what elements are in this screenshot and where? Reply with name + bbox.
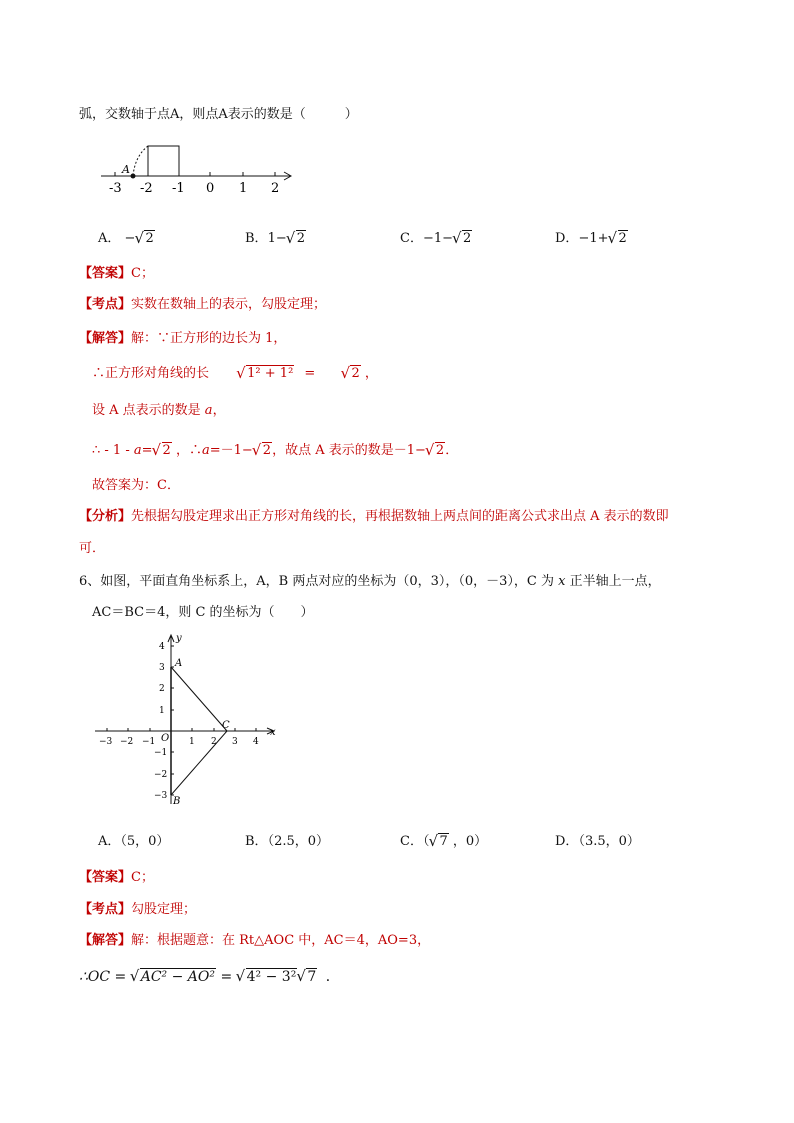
x-tick-label: −1 [142, 737, 156, 747]
q5-stem: 弧，交数轴于点A，则点A表示的数是（ ） [79, 107, 358, 122]
square-shape [148, 146, 179, 176]
y-tick-label: −2 [154, 770, 168, 780]
y-tick-label: 3 [159, 663, 165, 673]
q5-step3: ∴ - 1 - a=√ 2 ，∴a=－1−√ 2，故点 A 表示的数是－1−√ 2． [92, 439, 458, 458]
q6-option-c: C．（√ 7 ，0） [400, 830, 487, 849]
q5-step2: 设 A 点表示的数是 a， [92, 403, 226, 418]
x-tick-label: 2 [211, 737, 217, 747]
q6-option-b: B．（2.5，0） [245, 834, 330, 849]
x-tick-label: 3 [232, 737, 238, 747]
q5-option-a: A． −√ 2 [98, 227, 155, 246]
point-a-dot [131, 174, 136, 179]
tick-label: 1 [239, 181, 248, 196]
x-tick-label: 4 [253, 737, 259, 747]
q5-conclusion: 故答案为：C． [92, 478, 180, 493]
q6-option-d: D．（3.5，0） [555, 834, 640, 849]
x-tick-label: −3 [99, 737, 113, 747]
q6-solution: 【解答】解：根据题意：在 Rt△AOC 中，AC＝4，AO=3， [79, 933, 431, 948]
point-c-label: C [222, 720, 230, 731]
q5-analysis: 【分析】先根据勾股定理求出正方形对角线的长，再根据数轴上两点间的距离公式求出点 A 表示的数即 [79, 509, 669, 524]
segment-bc [171, 731, 227, 795]
x-tick-label: 1 [189, 737, 195, 747]
q5-option-b: B．1−√ 2 [245, 227, 306, 246]
coordinate-figure [90, 632, 290, 812]
point-a-label: A [175, 658, 183, 669]
q6-option-a: A．（5，0） [98, 834, 170, 849]
tick-label: 0 [206, 181, 215, 196]
q6-stem-line1: 6、如图，平面直角坐标系上，A，B 两点对应的坐标为（0，3），（0，－3），C 为 x 正半轴上一点， [79, 574, 661, 589]
y-tick-label: 4 [159, 642, 165, 652]
tick-label: 2 [271, 181, 280, 196]
q6-formula: ∴OC = √ AC² − AO² = √ 4² − 3²√ 7 ． [79, 966, 340, 986]
origin-label: O [161, 733, 170, 744]
q5-knowledge-point: 【考点】实数在数轴上的表示，勾股定理； [79, 297, 327, 312]
q5-answer: 【答案】C； [79, 266, 154, 281]
q6-stem-line2: AC＝BC＝4，则 C 的坐标为（ ） [92, 605, 314, 620]
tick-label: -2 [140, 181, 153, 196]
q5-analysis-cont: 可． [79, 541, 106, 556]
q5-step1: ∴正方形对角线的长 √ 1² + 1² = √ 2 ， [92, 362, 378, 381]
y-tick-label: 1 [159, 706, 165, 716]
y-tick-label: 2 [159, 684, 165, 694]
q5-option-d: D．−1+√ 2 [555, 227, 628, 246]
y-axis-label: y [176, 633, 182, 644]
q5-solution-intro: 【解答】解：∵正方形的边长为 1， [79, 331, 287, 346]
q6-answer: 【答案】C； [79, 870, 154, 885]
y-tick-label: −1 [154, 748, 168, 758]
point-a-label: A [122, 163, 130, 176]
tick-label: -1 [172, 181, 185, 196]
x-tick-label: −2 [120, 737, 134, 747]
y-tick-label: −3 [154, 791, 168, 801]
number-line-figure [95, 138, 300, 206]
x-axis-label: x [270, 727, 276, 738]
arc-shape [133, 146, 148, 176]
segment-ac [171, 667, 227, 731]
tick-label: -3 [109, 181, 122, 196]
q6-knowledge-point: 【考点】勾股定理； [79, 902, 197, 917]
point-b-label: B [173, 796, 181, 807]
q5-option-c: C．−1−√ 2 [400, 227, 472, 246]
